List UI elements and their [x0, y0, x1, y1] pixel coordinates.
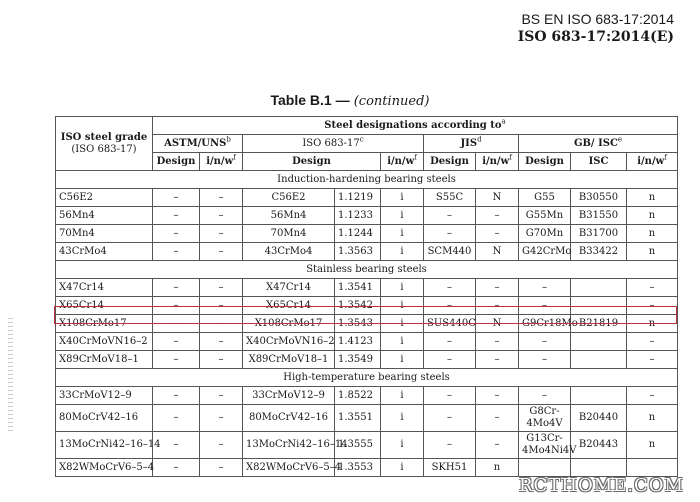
jis-label: JIS — [460, 137, 478, 149]
table-cell: i — [381, 405, 424, 432]
table-cell: – — [424, 432, 476, 459]
group-title: Steel designations according to — [324, 119, 502, 131]
jis-inw-header — [476, 153, 519, 171]
table-cell: 56Mn4 — [56, 207, 153, 225]
iso-inw-header — [381, 153, 424, 171]
table-cell: n — [627, 243, 678, 261]
group-header — [153, 117, 678, 135]
table-cell: 33CrMoV12–9 — [243, 387, 335, 405]
watermark: RCTHOME.COM — [518, 475, 684, 496]
section-title: High-temperature bearing steels — [56, 369, 678, 387]
table-cell: – — [627, 351, 678, 369]
table-cell — [519, 459, 571, 477]
gb-inw-label: i/n/w — [637, 155, 665, 167]
table-cell: i — [381, 333, 424, 351]
table-row — [56, 351, 678, 369]
table-cell: G42CrMo — [519, 243, 571, 261]
standard-number: BS EN ISO 683-17:2014 — [521, 11, 674, 27]
table-cell: i — [381, 351, 424, 369]
table-cell: – — [153, 387, 200, 405]
table-cell: 43CrMo4 — [56, 243, 153, 261]
jis-inw-label: i/n/w — [482, 155, 510, 167]
table-cell: G55 — [519, 189, 571, 207]
table-cell: – — [153, 189, 200, 207]
table-cell: 13MoCrNi42–16–14 — [243, 432, 335, 459]
jis-sup: d — [477, 135, 482, 144]
table-row — [56, 459, 678, 477]
iso-grade-label: ISO steel grade — [60, 131, 148, 143]
table-cell: – — [153, 243, 200, 261]
table-cell: – — [519, 297, 571, 315]
table-cell: 1.3541 — [335, 279, 381, 297]
table-cell: 13MoCrNi42–16–14 — [56, 432, 153, 459]
table-cell: – — [627, 387, 678, 405]
table-cell: i — [381, 243, 424, 261]
table-row — [56, 207, 678, 225]
caption-label: Table B.1 — — [270, 92, 350, 108]
astm-header — [153, 135, 243, 153]
table-cell: – — [200, 279, 243, 297]
table-cell: X89CrMoV18–1 — [56, 351, 153, 369]
table-cell: n — [627, 405, 678, 432]
table-cell: X47Cr14 — [243, 279, 335, 297]
table-cell — [571, 351, 627, 369]
table-cell — [571, 297, 627, 315]
table-row — [56, 243, 678, 261]
table-cell: G13Cr-4Mo4Ni4V — [519, 432, 571, 459]
margin-marks — [8, 318, 13, 433]
table-cell: SCM440 — [424, 243, 476, 261]
table-cell: B33422 — [571, 243, 627, 261]
astm-sup: b — [226, 135, 231, 144]
isc-header: ISC — [571, 153, 627, 171]
table-cell: 1.3553 — [335, 459, 381, 477]
gb-design-header: Design — [519, 153, 571, 171]
table-cell: 1.1233 — [335, 207, 381, 225]
table-cell: – — [424, 351, 476, 369]
table-cell: – — [200, 405, 243, 432]
table-cell: 1.1219 — [335, 189, 381, 207]
table-cell: – — [200, 315, 243, 333]
table-cell: SUS440C — [424, 315, 476, 333]
caption-note: (continued) — [353, 94, 430, 109]
table-cell: 33CrMoV12–9 — [56, 387, 153, 405]
table-cell: – — [153, 225, 200, 243]
table-cell: – — [424, 279, 476, 297]
table-cell: n — [627, 225, 678, 243]
table-cell: N — [476, 243, 519, 261]
astm-inw-sup: f — [233, 153, 236, 162]
table-cell: 1.3543 — [335, 315, 381, 333]
table-cell: X65Cr14 — [243, 297, 335, 315]
iso-sup: c — [359, 135, 364, 144]
table-cell: X82WMoCrV6–5–4 — [56, 459, 153, 477]
iso-inw-sup: f — [414, 153, 417, 162]
table-cell: – — [424, 225, 476, 243]
table-cell: – — [627, 297, 678, 315]
iso-header — [243, 135, 424, 153]
table-cell: – — [627, 279, 678, 297]
table-cell: N — [476, 189, 519, 207]
table-cell: 1.3555 — [335, 432, 381, 459]
table-row — [56, 405, 678, 432]
iso-inw-label: i/n/w — [387, 155, 415, 167]
table-cell: i — [381, 387, 424, 405]
section-title: Induction-hardening bearing steels — [56, 171, 678, 189]
table-row — [56, 297, 678, 315]
table-cell: – — [153, 207, 200, 225]
table-cell: X47Cr14 — [56, 279, 153, 297]
standard-number-iso: ISO 683-17:2014(E) — [517, 29, 674, 45]
table-cell: – — [476, 432, 519, 459]
table-cell: – — [476, 405, 519, 432]
table-cell: i — [381, 459, 424, 477]
table-cell: S55C — [424, 189, 476, 207]
table-cell: – — [153, 351, 200, 369]
table-cell: – — [200, 207, 243, 225]
table-cell: – — [200, 225, 243, 243]
astm-label: ASTM/UNS — [164, 137, 227, 149]
table-cell: – — [519, 387, 571, 405]
table-cell: i — [381, 189, 424, 207]
table-cell: – — [200, 297, 243, 315]
table-cell: – — [153, 405, 200, 432]
table-cell: – — [200, 351, 243, 369]
jis-design-header: Design — [424, 153, 476, 171]
iso-grade-sub: (ISO 683-17) — [71, 143, 137, 155]
table-cell: i — [381, 315, 424, 333]
table-cell: i — [381, 432, 424, 459]
jis-inw-sup: f — [509, 153, 512, 162]
table-cell — [571, 333, 627, 351]
table-cell: – — [476, 279, 519, 297]
gb-inw-sup: f — [664, 153, 667, 162]
table-cell: 1.3551 — [335, 405, 381, 432]
table-cell: 1.8522 — [335, 387, 381, 405]
table-cell: X40CrMoVN16–2 — [56, 333, 153, 351]
table-cell: X108CrMo17 — [243, 315, 335, 333]
table-cell: n — [627, 432, 678, 459]
table-cell: – — [519, 279, 571, 297]
table-cell: – — [476, 225, 519, 243]
jis-header — [424, 135, 519, 153]
table-cell: X82WMoCrV6–5–4 — [243, 459, 335, 477]
table-cell: – — [627, 333, 678, 351]
table-cell: – — [153, 315, 200, 333]
table-cell: B20440 — [571, 405, 627, 432]
table-cell: – — [424, 387, 476, 405]
table-cell: – — [200, 333, 243, 351]
table-cell: B31550 — [571, 207, 627, 225]
table-cell: C56E2 — [243, 189, 335, 207]
table-cell: 1.4123 — [335, 333, 381, 351]
table-cell: 70Mn4 — [56, 225, 153, 243]
iso-label: ISO 683-17 — [302, 137, 360, 149]
table-cell: – — [153, 297, 200, 315]
table-cell: G9Cr18Mo — [519, 315, 571, 333]
table-caption — [0, 92, 700, 109]
section-title: Stainless bearing steels — [56, 261, 678, 279]
table-cell: 43CrMo4 — [243, 243, 335, 261]
table-row — [56, 315, 678, 333]
table-cell: i — [381, 279, 424, 297]
table-cell: – — [153, 333, 200, 351]
table-cell: 56Mn4 — [243, 207, 335, 225]
table-cell: n — [476, 459, 519, 477]
table-cell: N — [476, 315, 519, 333]
table-cell: 1.1244 — [335, 225, 381, 243]
table-cell: i — [381, 225, 424, 243]
table-cell: G8Cr-4Mo4V — [519, 405, 571, 432]
table-cell: 1.3549 — [335, 351, 381, 369]
table-cell: – — [200, 189, 243, 207]
table-cell: B30550 — [571, 189, 627, 207]
table-cell: B31700 — [571, 225, 627, 243]
table-cell: – — [424, 405, 476, 432]
table-cell: – — [200, 432, 243, 459]
astm-inw-label: i/n/w — [206, 155, 234, 167]
table-cell: 80MoCrV42–16 — [243, 405, 335, 432]
table-cell: – — [476, 351, 519, 369]
table-cell — [571, 459, 627, 477]
table-row — [56, 333, 678, 351]
table-cell: B20443 — [571, 432, 627, 459]
table-row — [56, 432, 678, 459]
table-cell: SKH51 — [424, 459, 476, 477]
table-cell: – — [476, 333, 519, 351]
table-row — [56, 189, 678, 207]
table-cell: n — [627, 189, 678, 207]
table-row — [56, 387, 678, 405]
table-cell: – — [424, 297, 476, 315]
table-cell: – — [519, 333, 571, 351]
table-cell: n — [627, 207, 678, 225]
table-cell: – — [200, 459, 243, 477]
table-cell: – — [424, 333, 476, 351]
table-cell: G55Mn — [519, 207, 571, 225]
table-cell: i — [381, 207, 424, 225]
gb-inw-header — [627, 153, 678, 171]
table-cell: 1.3542 — [335, 297, 381, 315]
table-cell: X108CrMo17 — [56, 315, 153, 333]
iso-grade-header — [56, 117, 153, 171]
table-cell — [571, 279, 627, 297]
table-cell: – — [200, 387, 243, 405]
table-cell: – — [476, 297, 519, 315]
iso-design-header: Design — [243, 153, 381, 171]
table-cell: – — [153, 279, 200, 297]
table-cell: X89CrMoV18–1 — [243, 351, 335, 369]
table-cell: i — [381, 297, 424, 315]
table-row — [56, 225, 678, 243]
table-row — [56, 279, 678, 297]
table-cell: G70Mn — [519, 225, 571, 243]
table-cell — [627, 459, 678, 477]
gb-header — [519, 135, 678, 153]
table-cell: B21819 — [571, 315, 627, 333]
steel-designations-table — [55, 116, 678, 477]
table-cell: 80MoCrV42–16 — [56, 405, 153, 432]
table-cell: n — [627, 315, 678, 333]
astm-inw-header — [200, 153, 243, 171]
table-cell: – — [476, 207, 519, 225]
table-cell: – — [424, 207, 476, 225]
table-cell: – — [200, 243, 243, 261]
table-cell: X40CrMoVN16–2 — [243, 333, 335, 351]
table-cell: – — [153, 432, 200, 459]
table-cell: 1.3563 — [335, 243, 381, 261]
table-cell — [571, 387, 627, 405]
table-cell: C56E2 — [56, 189, 153, 207]
table-cell: X65Cr14 — [56, 297, 153, 315]
table-cell: – — [476, 387, 519, 405]
astm-design-header: Design — [153, 153, 200, 171]
table-cell: – — [153, 459, 200, 477]
table-cell: 70Mn4 — [243, 225, 335, 243]
gb-label: GB/ ISC — [573, 137, 618, 149]
table-cell: – — [519, 351, 571, 369]
group-title-sup: a — [501, 117, 506, 126]
gb-sup: e — [617, 135, 623, 144]
